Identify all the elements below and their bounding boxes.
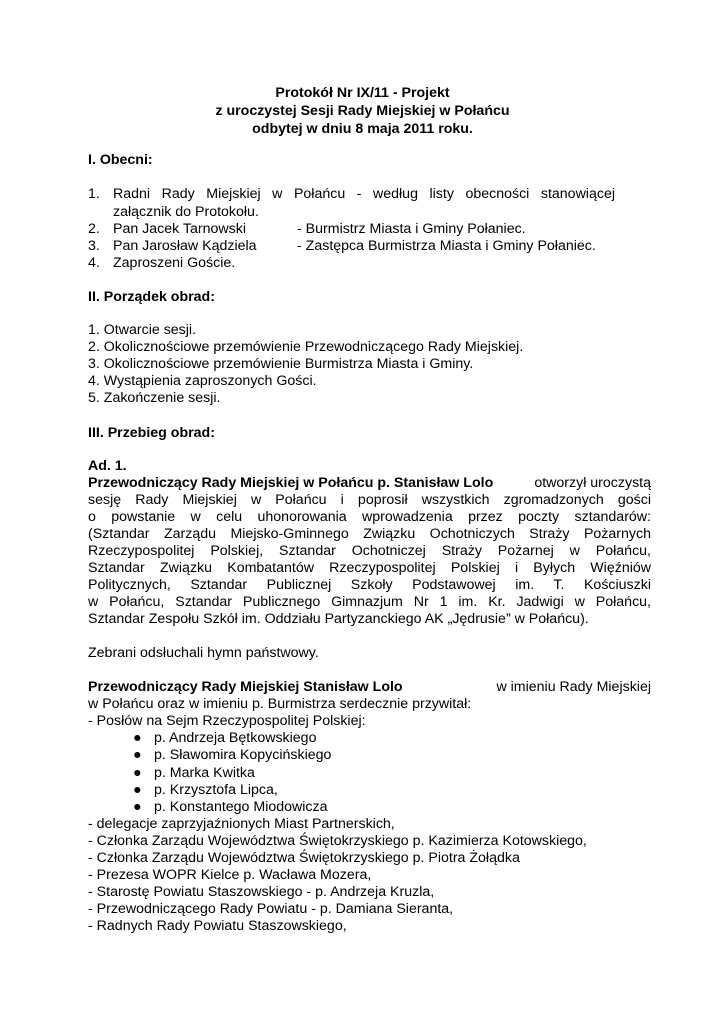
guest-list-item: - delegacje zaprzyjaźnionych Miast Partnerskich,	[88, 816, 395, 832]
paragraph1-line: (Sztandar Zarządu Miejsko-Gminnego Związku Ochotniczych Straży Pożarnych	[88, 526, 651, 542]
paragraph1-first-line-rest: otworzył uroczystą	[534, 475, 651, 491]
guest-list-item: - Prezesa WOPR Kielce p. Wacława Mozera,	[88, 867, 372, 883]
guest-list-item: - Starostę Powiatu Staszowskiego - p. Andrzeja Kruzla,	[88, 884, 435, 900]
bullet-item: p. Krzysztofa Lipca,	[154, 782, 278, 798]
agenda-item: 3. Okolicznościowe przemówienie Burmistrza Miasta i Gminy.	[88, 356, 474, 372]
section1-item2-num: 2.	[88, 221, 100, 237]
paragraph1-last-line: Sztandar Zespołu Szkół im. Oddziału Partyzanckiego AK „Jędrusie” w Połańcu).	[88, 611, 589, 627]
guest-list-item: - Członka Zarządu Województwa Świętokrzyskiego p. Kazimierza Kotowskiego,	[88, 833, 587, 849]
section1-item2-role: - Burmistrz Miasta i Gminy Połaniec.	[297, 221, 526, 237]
section1-item4-text: Zaproszeni Goście.	[113, 255, 236, 271]
section1-item1-num: 1.	[88, 186, 100, 202]
guest-list-item: - Radnych Rady Powiatu Staszowskiego,	[88, 918, 347, 934]
paragraph1-line: o powstanie w celu uhonorowania wprowadzenia przez poczty sztandarów:	[88, 509, 651, 525]
section1-title: I. Obecni:	[88, 152, 153, 168]
section1-item3-text: Pan Jarosław Kądziela	[113, 238, 257, 254]
section3-title: III. Przebieg obrad:	[88, 425, 215, 441]
paragraph1-line: Rzeczypospolitej Polskiej, Sztandar Ochotniczej Straży Pożarnej w Połańcu,	[88, 543, 651, 559]
chairman-name-2: Przewodniczący Rady Miejskiej Stanisław Lolo	[88, 679, 403, 695]
agenda-item: 2. Okolicznościowe przemówienie Przewodniczącego Rady Miejskiej.	[88, 339, 524, 355]
chairman-name: Przewodniczący Rady Miejskiej w Połańcu p. Stanisław Lolo	[88, 475, 494, 491]
bullet-dot-icon: ●	[133, 765, 142, 781]
paragraph2-line2: w Połańcu oraz w imieniu p. Burmistrza serdecznie przywitał:	[88, 696, 472, 712]
guest-list-item: - Przewodniczącego Rady Powiatu - p. Damiana Sieranta,	[88, 901, 454, 917]
paragraph1-first-line	[88, 475, 651, 492]
agenda-item: 5. Zakończenie sesji.	[88, 390, 221, 406]
section2-title: II. Porządek obrad:	[88, 289, 215, 305]
bullet-item: p. Marka Kwitka	[154, 765, 255, 781]
paragraph1-line: Politycznych, Sztandar Publicznej Szkoły Podstawowej im. T. Kościuszki	[88, 577, 651, 593]
document-title-line3: odbytej w dniu 8 maja 2011 roku.	[252, 121, 473, 137]
ad1-heading: Ad. 1.	[88, 458, 127, 474]
document-title-line1: Protokół Nr IX/11 - Projekt	[275, 85, 450, 101]
paragraph1-line: w Połańcu, Sztandar Publicznego Gimnazjum Nr 1 im. Kr. Jadwigi w Połańcu,	[88, 594, 651, 610]
bullet-item: p. Andrzeja Bętkowskiego	[154, 730, 317, 746]
paragraph2-line3: - Posłów na Sejm Rzeczypospolitej Polskiej:	[88, 713, 366, 729]
guest-list-item: - Członka Zarządu Województwa Świętokrzyskiego p. Piotra Żołądka	[88, 850, 520, 866]
bullet-item: p. Konstantego Miodowicza	[154, 799, 328, 815]
bullet-dot-icon: ●	[133, 799, 142, 815]
section1-item1-text: Radni Rady Miejskiej w Połańcu - według listy obecności stanowiącej	[113, 186, 615, 202]
document-title-line2: z uroczystej Sesji Rady Miejskiej w Połańcu	[215, 103, 510, 119]
agenda-item: 4. Wystąpienia zaproszonych Gości.	[88, 373, 317, 389]
section1-item2-text: Pan Jacek Tarnowski	[113, 221, 247, 237]
agenda-item: 1. Otwarcie sesji.	[88, 322, 197, 338]
section1-item3-role: - Zastępca Burmistrza Miasta i Gminy Połaniec.	[297, 238, 596, 254]
paragraph1-line: sesję Rady Miejskiej w Połańcu i poprosił wszystkich zgromadzonych gości	[88, 492, 651, 508]
bullet-dot-icon: ●	[133, 747, 142, 763]
paragraph2-first-line	[88, 679, 651, 696]
anthem-note: Zebrani odsłuchali hymn państwowy.	[88, 645, 319, 661]
paragraph1-line: Sztandar Związku Kombatantów Rzeczypospolitej Polskiej i Byłych Więźniów	[88, 560, 651, 576]
paragraph2-first-line-rest: w imieniu Rady Miejskiej	[496, 679, 651, 695]
bullet-item: p. Sławomira Kopycińskiego	[154, 747, 332, 763]
section1-item3-num: 3.	[88, 238, 100, 254]
bullet-dot-icon: ●	[133, 782, 142, 798]
bullet-dot-icon: ●	[133, 730, 142, 746]
section1-item1-cont: załącznik do Protokołu.	[113, 204, 259, 220]
section1-item4-num: 4.	[88, 255, 100, 271]
